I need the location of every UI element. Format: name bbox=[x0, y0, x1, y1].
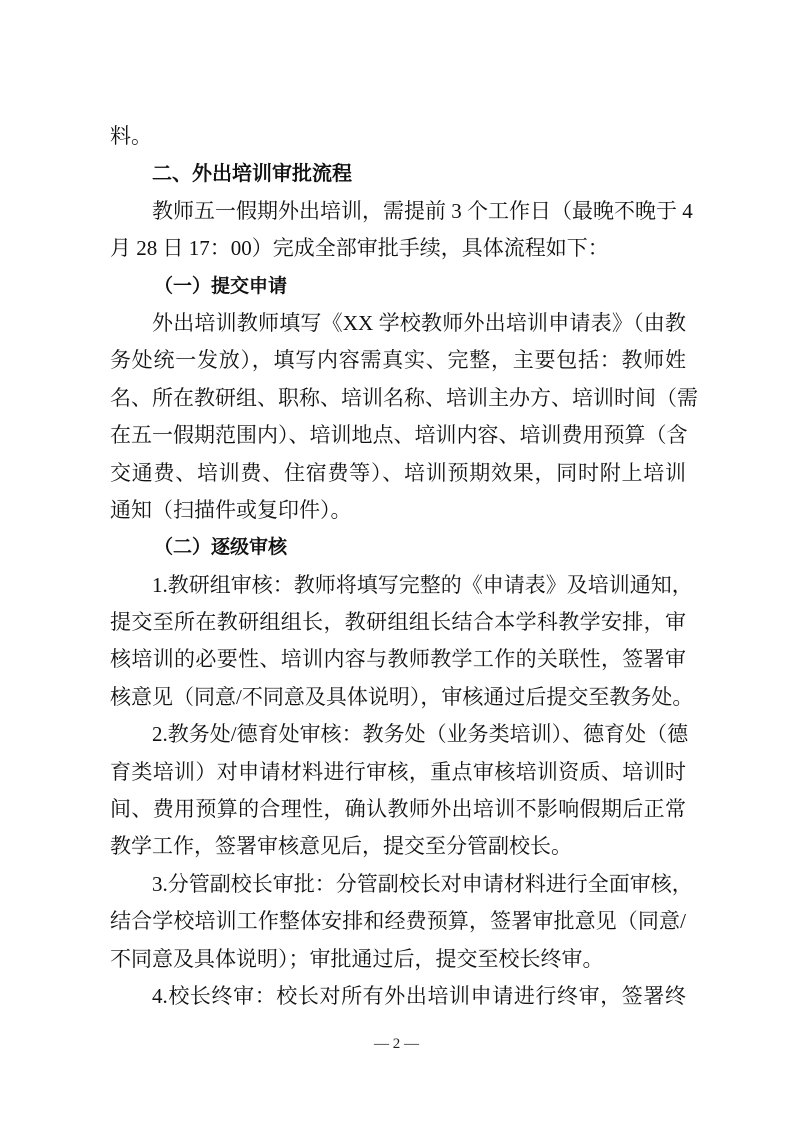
text-line: 通知（扫描件或复印件）。 bbox=[110, 497, 352, 522]
subsection-heading: （一）提交申请 bbox=[154, 274, 288, 297]
text-line: 1.教研组审核：教师将填写完整的《申请表》及培训通知， bbox=[152, 572, 693, 597]
text-line: 月 28 日 17：00）完成全部审批手续，具体流程如下： bbox=[110, 236, 609, 261]
text-line: 务处统一发放），填写内容需真实、完整，主要包括：教师姓 bbox=[110, 348, 686, 373]
text-line: 3.分管副校长审批：分管副校长对申请材料进行全面审核， bbox=[152, 871, 693, 896]
section-heading: 二、外出培训审批流程 bbox=[152, 161, 352, 186]
text-line: 核意见（同意/不同意及具体说明），审核通过后提交至教务处。 bbox=[110, 684, 694, 709]
text-line: 料。 bbox=[110, 124, 152, 148]
page-number: — 2 — bbox=[374, 1036, 419, 1052]
text-line: 间、费用预算的合理性，确认教师外出培训不影响假期后正常 bbox=[110, 797, 686, 822]
text-line: 不同意及具体说明）；审批通过后，提交至校长终审。 bbox=[110, 946, 604, 971]
text-line: 外出培训教师填写《XX 学校教师外出培训申请表》（由教 bbox=[152, 310, 686, 335]
text-line: 名、所在教研组、职称、培训名称、培训主办方、培训时间（需 bbox=[110, 385, 698, 410]
subsection-heading: （二）逐级审核 bbox=[154, 536, 288, 559]
text-line: 提交至所在教研组组长，教研组组长结合本学科教学安排，审 bbox=[110, 610, 686, 635]
text-line: 在五一假期范围内）、培训地点、培训内容、培训费用预算（含 bbox=[110, 423, 688, 448]
text-line: 结合学校培训工作整体安排和经费预算，签署审批意见（同意/ bbox=[110, 909, 686, 934]
text-line: 4.校长终审：校长对所有外出培训申请进行终审，签署终 bbox=[152, 983, 686, 1008]
text-line: 核培训的必要性、培训内容与教师教学工作的关联性，签署审 bbox=[110, 647, 686, 672]
text-line: 2.教务处/德育处审核：教务处（业务类培训）、德育处（德 bbox=[152, 722, 689, 747]
text-line: 教师五一假期外出培训，需提前 3 个工作日（最晚不晚于 4 bbox=[152, 198, 693, 223]
document-body bbox=[110, 118, 698, 1015]
text-line: 育类培训）对申请材料进行审核，重点审核培训资质、培训时 bbox=[110, 759, 686, 784]
text-line: 交通费、培训费、住宿费等）、培训预期效果，同时附上培训 bbox=[110, 460, 686, 485]
text-line: 教学工作，签署审核意见后，提交至分管副校长。 bbox=[110, 834, 572, 859]
